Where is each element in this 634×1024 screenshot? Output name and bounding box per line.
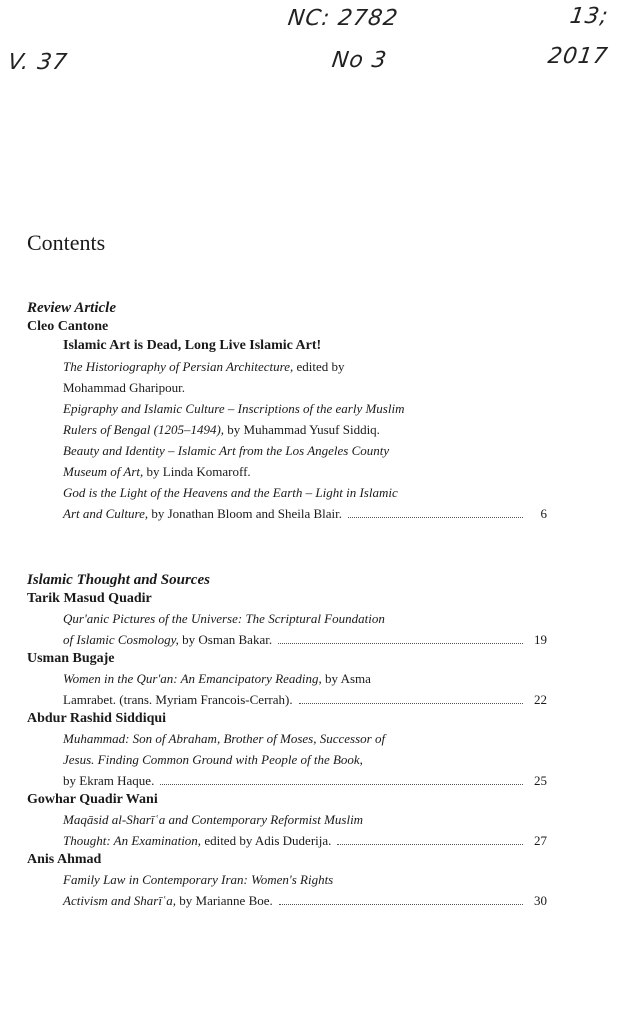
dot-leader xyxy=(348,516,523,518)
entry-last-line: Activism and Sharīʿa, by Marianne Boe. 30 xyxy=(63,890,547,911)
entry-line: Women in the Qur'an: An Emancipatory Reading, by Asma xyxy=(63,671,371,686)
handwritten-year: 2017 xyxy=(546,44,610,69)
section-title: Islamic Thought and Sources xyxy=(27,572,210,588)
page-number: 25 xyxy=(534,773,547,788)
entry-line: Beauty and Identity – Islamic Art from the Los Angeles County xyxy=(63,443,390,458)
entry-line: Qur'anic Pictures of the Universe: The Scriptural Foundation xyxy=(63,611,385,626)
dot-leader xyxy=(278,642,523,644)
entry-line: The Historiography of Persian Architecture, edited by xyxy=(63,359,345,374)
contents-list xyxy=(27,298,547,911)
section-review-article xyxy=(27,298,547,524)
page-number: 22 xyxy=(534,692,547,707)
entry-last-line: Lamrabet. (trans. Myriam Francois-Cerrah). 22 xyxy=(63,689,547,710)
toc-entry xyxy=(27,668,547,710)
section-title: Review Article xyxy=(27,300,117,316)
entry-line: Maqāsid al-Sharīʿa and Contemporary Reformist Muslim xyxy=(63,812,364,827)
toc-entry xyxy=(27,608,547,650)
entry-author: Anis Ahmad xyxy=(27,852,102,867)
entry-line: Epigraphy and Islamic Culture – Inscriptions of the early Muslim xyxy=(63,401,405,416)
entry-last-line: Thought: An Examination, edited by Adis Duderija. 27 xyxy=(63,830,547,851)
entry-line: Family Law in Contemporary Iran: Women's Rights xyxy=(63,872,334,887)
toc-entry xyxy=(27,728,547,791)
toc-entry xyxy=(27,809,547,851)
page-number: 6 xyxy=(540,506,547,521)
dot-leader xyxy=(299,702,523,704)
handwritten-top-right-mark: 13; xyxy=(568,4,611,29)
entry-line: Museum of Art, by Linda Komaroff. xyxy=(63,464,251,479)
page-number: 27 xyxy=(534,833,547,848)
handwritten-volume: V. 37 xyxy=(6,50,70,75)
entry-last-line: Art and Culture, by Jonathan Bloom and Sheila Blair. 6 xyxy=(63,503,547,524)
dot-leader xyxy=(279,903,523,905)
page-title: Contents xyxy=(27,230,106,255)
entry-line: Rulers of Bengal (1205–1494), by Muhammad Yusuf Siddiq. xyxy=(63,422,380,437)
dot-leader xyxy=(337,843,523,845)
entry-last-line: of Islamic Cosmology, by Osman Bakar. 19 xyxy=(63,629,547,650)
section-islamic-thought xyxy=(27,570,547,911)
entry-author: Tarik Masud Quadir xyxy=(27,591,152,606)
entry-author: Cleo Cantone xyxy=(27,319,109,334)
entry-last-line: by Ekram Haque. 25 xyxy=(63,770,547,791)
entry-author: Gowhar Quadir Wani xyxy=(27,792,158,807)
entry-line: Mohammad Gharipour. xyxy=(63,380,186,395)
entry-author: Usman Bugaje xyxy=(27,651,115,666)
toc-entry xyxy=(27,336,547,524)
entry-heading: Islamic Art is Dead, Long Live Islamic Art! xyxy=(63,338,322,353)
entry-author: Abdur Rashid Siddiqui xyxy=(27,711,167,726)
entry-line: Jesus. Finding Common Ground with People of the Book, xyxy=(63,752,363,767)
handwritten-nc-number: NC: 2782 xyxy=(286,6,400,31)
handwritten-issue-number: No 3 xyxy=(330,48,389,73)
page-number: 19 xyxy=(534,632,547,647)
toc-entry xyxy=(27,869,547,911)
entry-line: God is the Light of the Heavens and the Earth – Light in Islamic xyxy=(63,485,398,500)
page-number: 30 xyxy=(534,893,547,908)
entry-line: Muhammad: Son of Abraham, Brother of Moses, Successor of xyxy=(63,731,386,746)
dot-leader xyxy=(160,783,523,785)
